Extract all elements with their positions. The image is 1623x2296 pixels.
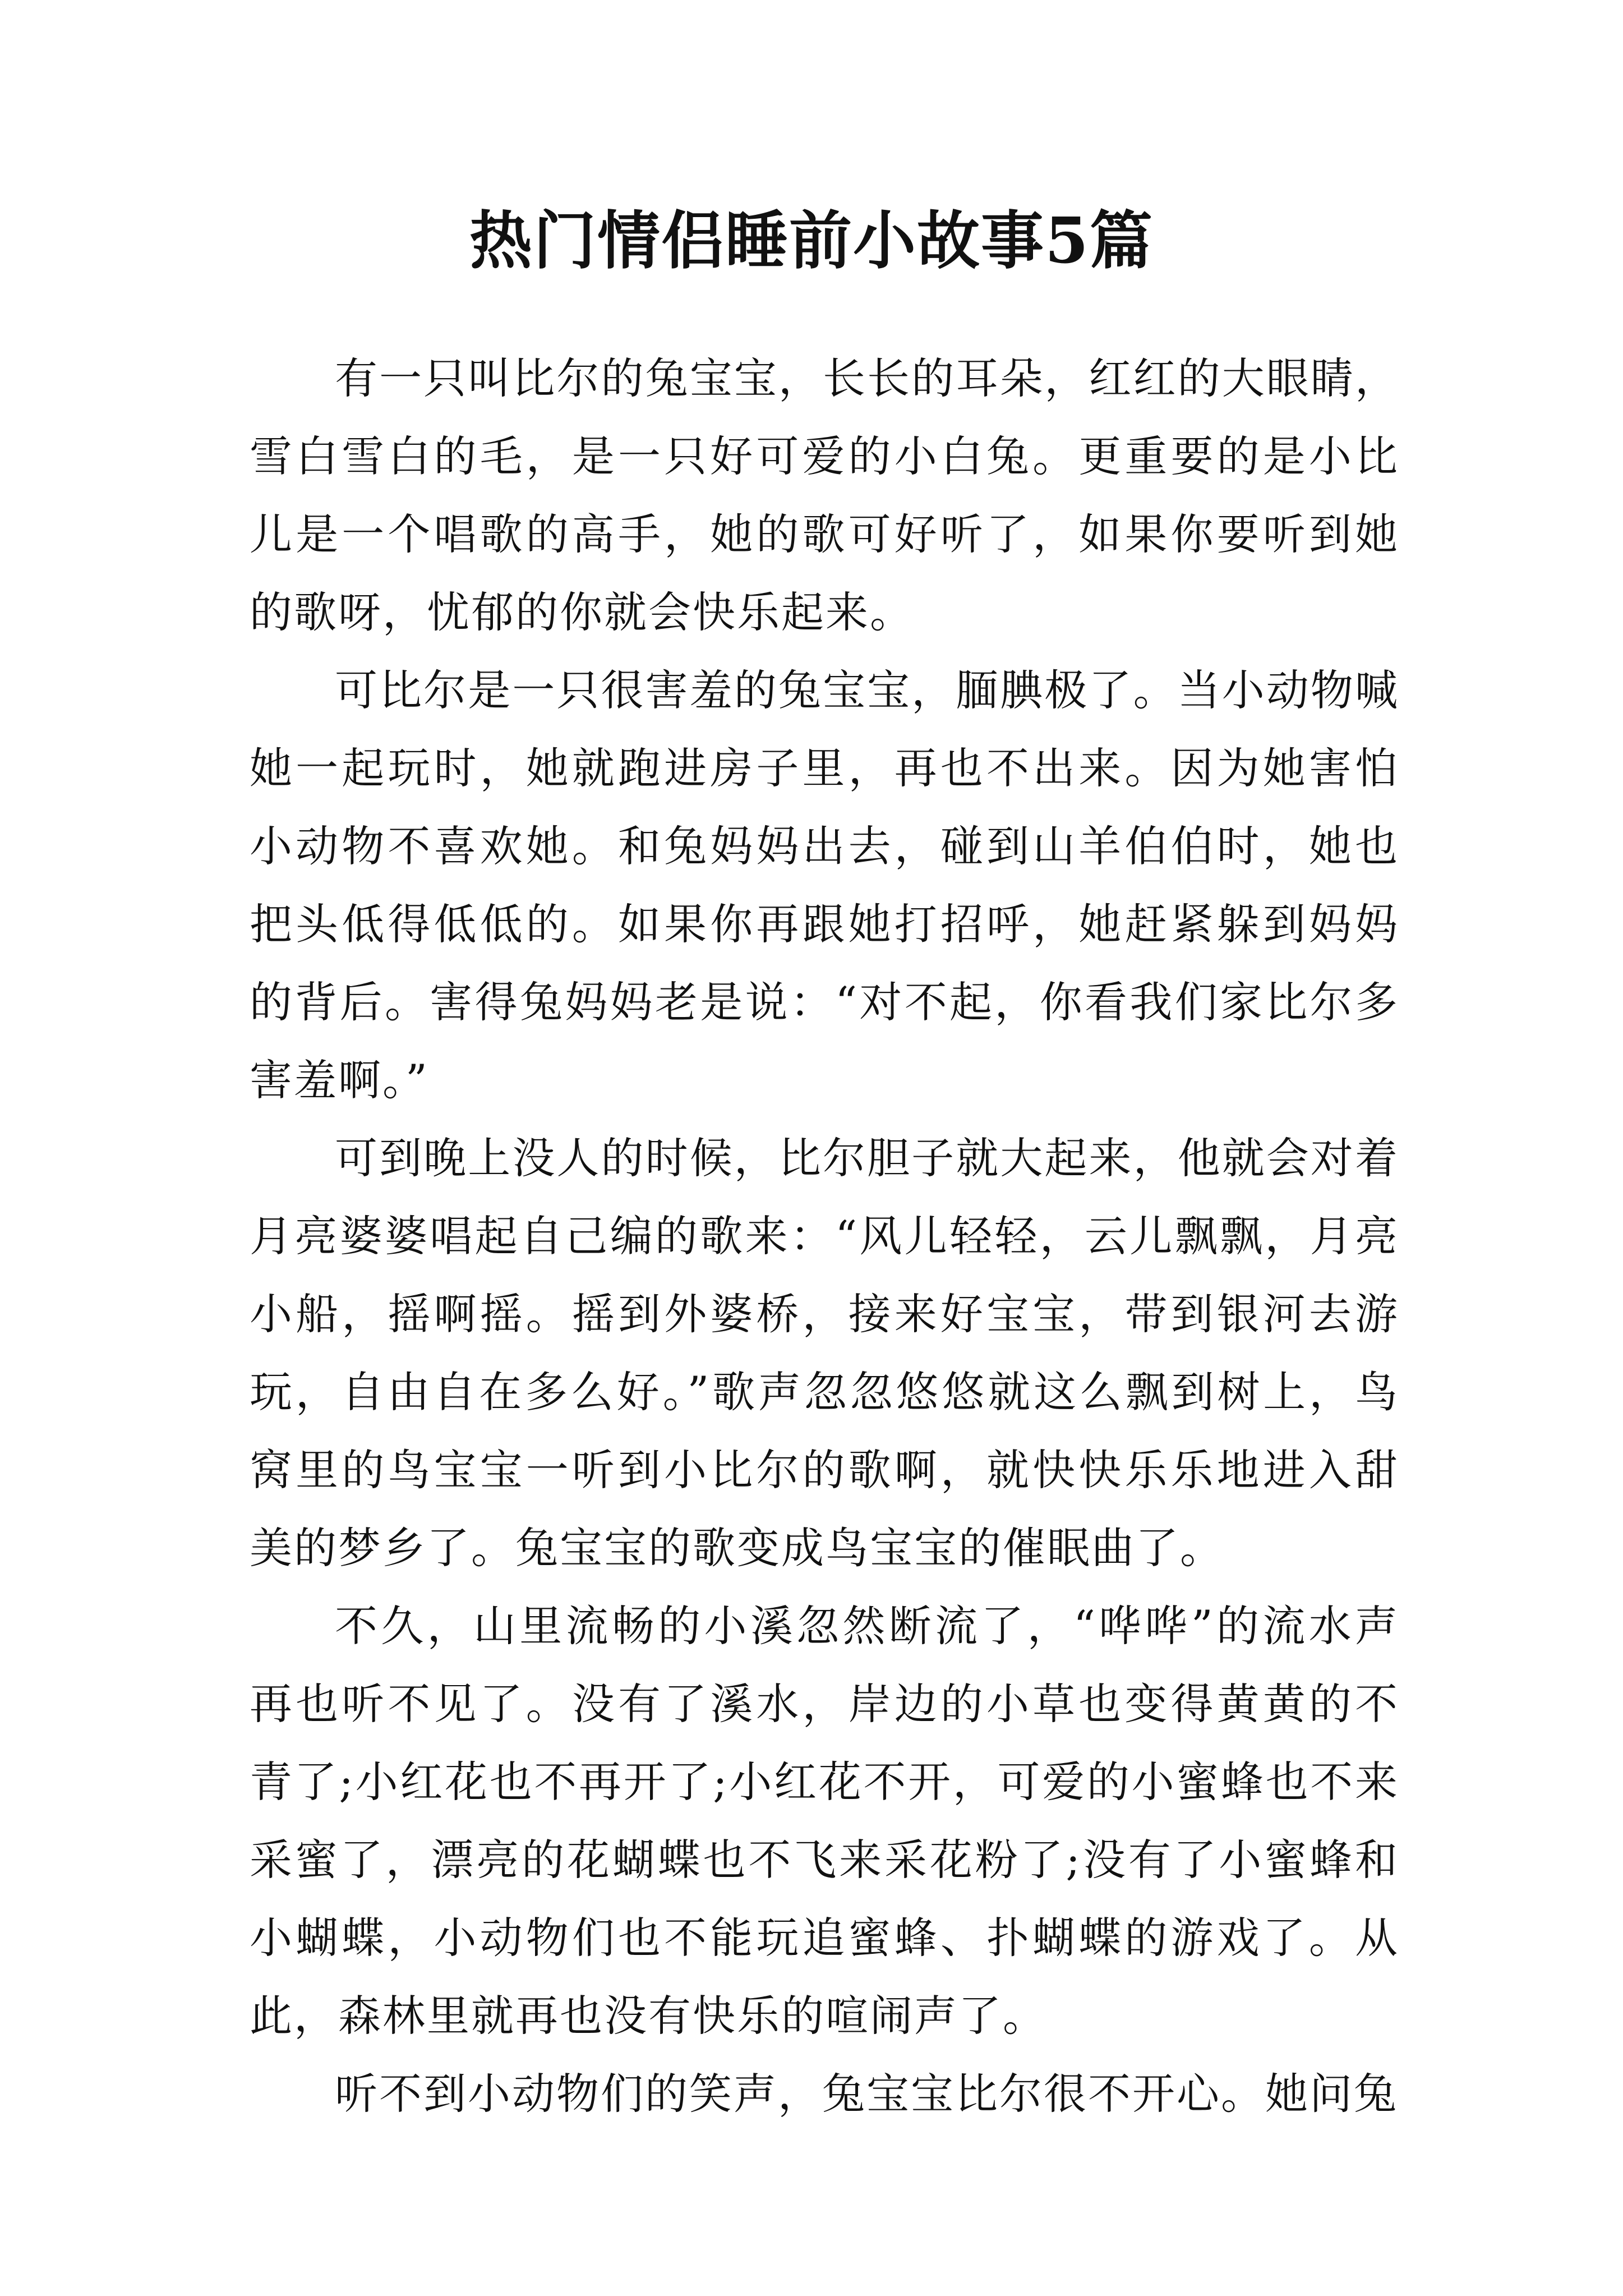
- paragraph: 听不到小动物们的笑声，兔宝宝比尔很不开心。她问兔: [335, 2069, 1398, 2119]
- document-body: [250, 339, 1399, 2133]
- paragraph: 可到晚上没人的时候，比尔胆子就大起来，他就会对着月亮婆婆唱起自己编的歌来：“风儿轻轻，云儿飘飘，月亮小船，摇啊摇。摇到外婆桥，接来好宝宝，带到银河去游玩，自由自在多么好。”歌声忽忽悠悠就这么飘到树上，鸟窝里的鸟宝宝一听到小比尔的歌啊，就快快乐乐地进入甜美的梦乡了。兔宝宝的歌变成鸟宝宝的催眠曲了。: [250, 1133, 1399, 1573]
- document-title: 热门情侣睡前小故事5篇: [469, 204, 1154, 278]
- paragraph: 不久，山里流畅的小溪忽然断流了，“哗哗”的流水声再也听不见了。没有了溪水，岸边的小草也变得黄黄的不青了;小红花也不再开了;小红花不开，可爱的小蜜蜂也不来采蜜了，漂亮的花蝴蝶也不飞来采花粉了;没有了小蜜蜂和小蝴蝶，小动物们也不能玩追蜜蜂、扑蝴蝶的游戏了。从此，森林里就再也没有快乐的喧闹声了。: [250, 1601, 1399, 2041]
- paragraph: 有一只叫比尔的兔宝宝，长长的耳朵，红红的大眼睛，雪白雪白的毛，是一只好可爱的小白兔。更重要的是小比儿是一个唱歌的高手，她的歌可好听了，如果你要听到她的歌呀，忧郁的你就会快乐起来。: [250, 353, 1399, 637]
- paragraph: 可比尔是一只很害羞的兔宝宝，腼腆极了。当小动物喊她一起玩时，她就跑进房子里，再也不出来。因为她害怕小动物不喜欢她。和兔妈妈出去，碰到山羊伯伯时，她也把头低得低低的。如果你再跟她打招呼，她赶紧躲到妈妈的背后。害得兔妈妈老是说：“对不起，你看我们家比尔多害羞啊。”: [250, 665, 1399, 1105]
